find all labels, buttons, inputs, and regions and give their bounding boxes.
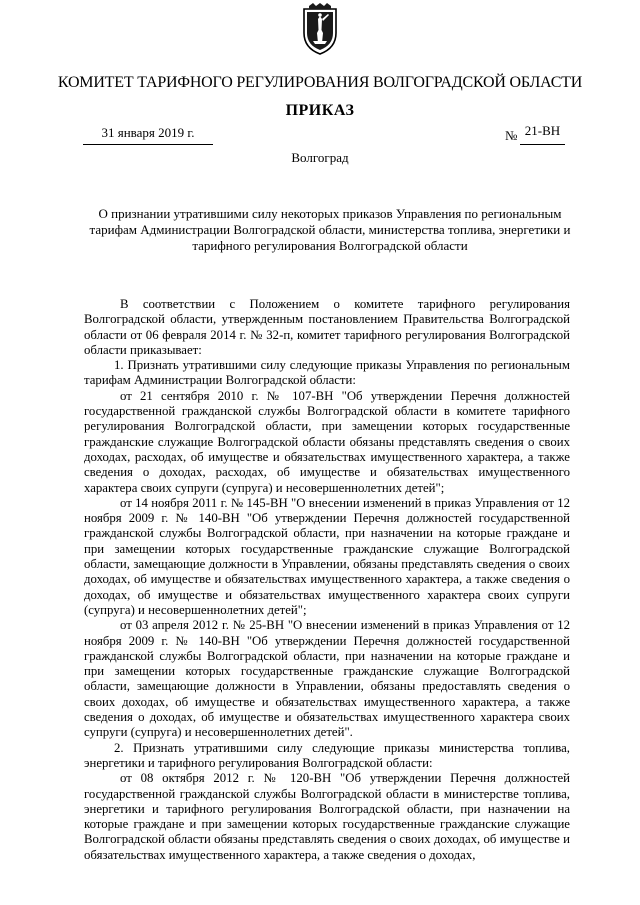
volgograd-coat-of-arms-icon	[301, 3, 339, 55]
item-2-entry-a: от 08 октября 2012 г. № 120-ВН "Об утверждении Перечня должностей государственной гражданской службы Волгоградской области в министерстве топлива, энергетики и тарифного регулирования Волгоградской области, при назначении на которые граждане и при замещении которых государственные гражданские служащие Волгоградской области обязаны представлять сведения о своих доходах, об имуществе и обязательствах имущественного характера, а также сведения о доходах,	[84, 771, 570, 862]
item-1-entry-a: от 21 сентября 2010 г. № 107-ВН "Об утверждении Перечня должностей государственной гражданской службы Волгоградской области в комитете тарифного регулирования Волгоградской области, при замещении которых государственные гражданские служащие Волгоградской области обязаны представлять сведения о своих доходах, расходах, об имуществе и обязательствах имущественного характера, а также сведения о доходах, расходах, об имуществе и обязательствах имущественного характера своих супруги (супруга) и несовершеннолетних детей";	[84, 388, 570, 495]
order-number: 21-ВН	[524, 123, 561, 138]
item-2: 2. Признать утратившими силу следующие приказы министерства топлива, энергетики и тарифного регулирования Волгоградской области:	[84, 740, 570, 770]
item-1: 1. Признать утратившими силу следующие приказы Управления по региональным тарифам Администрации Волгоградской области:	[84, 358, 570, 388]
city: Волгоград	[291, 150, 349, 165]
committee-name: КОМИТЕТ ТАРИФНОГО РЕГУЛИРОВАНИЯ ВОЛГОГРАДСКОЙ ОБЛАСТИ	[57, 74, 583, 91]
item-1-entry-c: от 03 апреля 2012 г. № 25-ВН "О внесении изменений в приказ Управления от 12 ноября 2009 г. № 140-ВН "Об утверждении Перечня должностей государственной гражданской службы Волгоградской области, при назначении на которые граждане и при замещении которых государственные гражданские служащие Волгоградской области, замещающие должности в Управлении, обязаны предоставлять сведения о своих доходах, об имуществе и обязательствах имущественного характера, а также сведения о доходах, об имуществе и обязательствах имущественного характера своих супруги (супруга) и несовершеннолетних детей".	[84, 618, 570, 740]
order-subject: О признании утратившими силу некоторых приказов Управления по региональным тарифам Администрации Волгоградской области, министерства топлива, энергетики и тарифного регулирования Волгоградской области	[89, 206, 571, 253]
item-1-entry-b: от 14 ноября 2011 г. № 145-ВН "О внесении изменений в приказ Управления от 12 ноября 2009 г. № 140-ВН "Об утверждении Перечня должностей государственной гражданской службы Волгоградской области, при назначении на которые граждане и при замещении которых государственные гражданские служащие Волгоградской области, замещающие должности в Управлении, обязаны представлять сведения о своих доходах, об имуществе и обязательствах имущественного характера, а также сведения о доходах, об имуществе и обязательствах имущественного характера своих супруги (супруга) и несовершеннолетних детей";	[84, 495, 570, 617]
number-sign: №	[505, 128, 518, 143]
order-date: 31 января 2019 г.	[101, 125, 195, 140]
number-underline	[520, 144, 565, 145]
date-underline	[83, 144, 213, 145]
order-body	[84, 297, 570, 863]
intro-paragraph: В соответствии с Положением о комитете тарифного регулирования Волгоградской области, утвержденным постановлением Правительства Волгоградской области от 06 февраля 2014 г. № 32-п, комитет тарифного регулирования Волгоградской области приказывает:	[84, 297, 570, 357]
order-title: ПРИКАЗ	[285, 102, 355, 119]
